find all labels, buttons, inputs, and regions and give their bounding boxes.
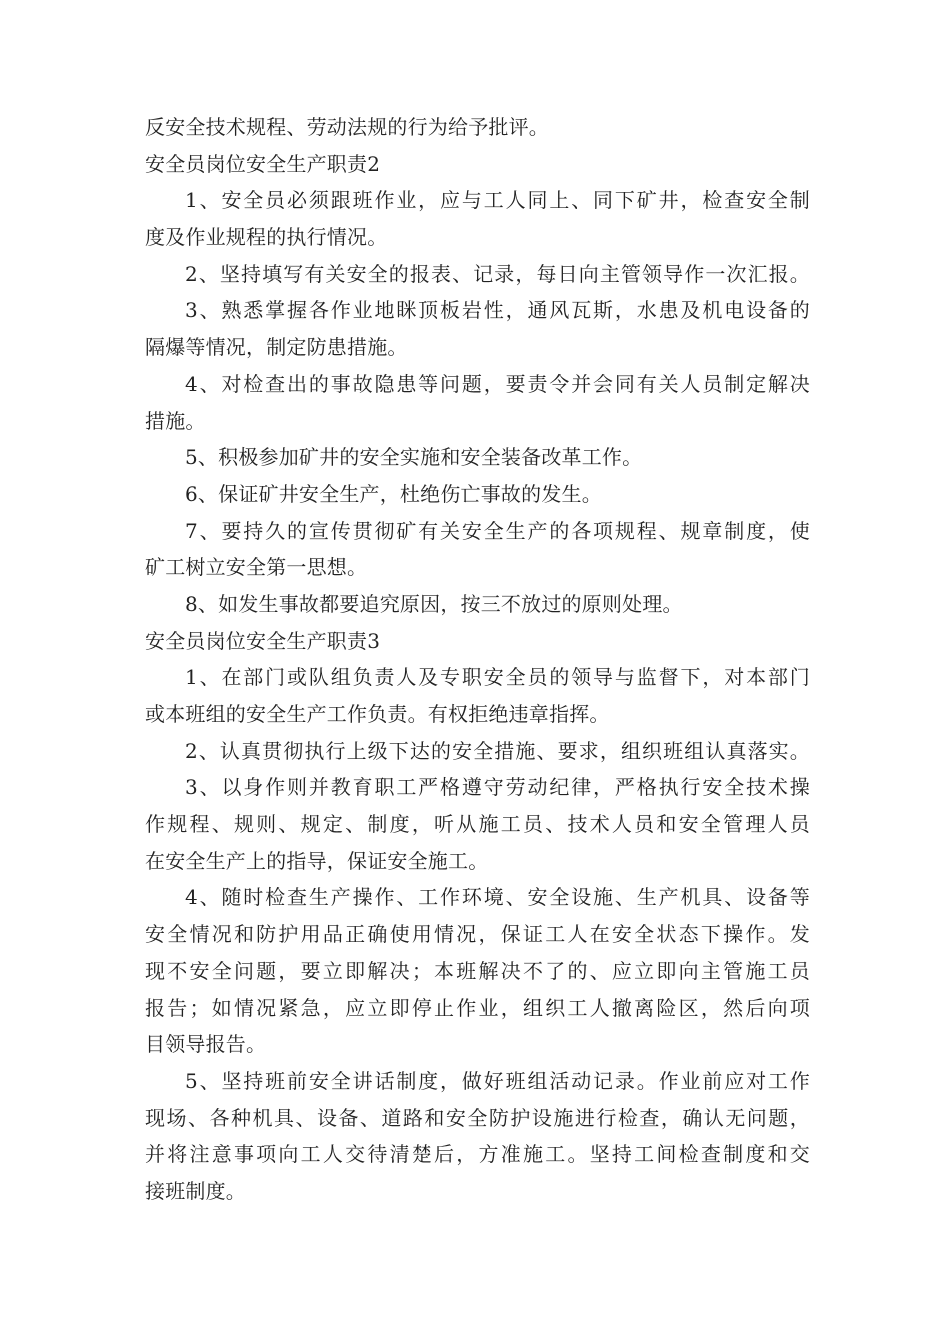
text-line: 5、积极参加矿井的安全实施和安全装备改革工作。 <box>185 445 643 470</box>
text-line: 1、安全员必须跟班作业，应与工人同上、同下矿井，检查安全制 <box>185 188 810 213</box>
text-line: 度及作业规程的执行情况。 <box>145 225 388 250</box>
text-line: 或本班组的安全生产工作负责。有权拒绝违章指挥。 <box>145 702 610 726</box>
text-line: 报告；如情况紧急，应立即停止作业，组织工人撤离险区，然后向项 <box>145 995 810 1020</box>
section-heading: 安全员岗位安全生产职责3 <box>145 628 381 653</box>
text-line: 目领导报告。 <box>145 1032 267 1057</box>
text-line: 5、坚持班前安全讲话制度，做好班组活动记录。作业前应对工作 <box>185 1068 810 1093</box>
text-line: 4、对检查出的事故隐患等问题，要责令并会同有关人员制定解决 <box>185 371 810 396</box>
text-line: 7、要持久的宣传贯彻矿有关安全生产的各项规程、规章制度，使 <box>185 518 810 543</box>
text-line: 3、以身作则并教育职工严格遵守劳动纪律，严格执行安全技术操 <box>185 775 810 800</box>
text-line: 2、认真贯彻执行上级下达的安全措施、要求，组织班组认真落实。 <box>185 738 810 763</box>
text-line: 2、坚持填写有关安全的报表、记录，每日向主管领导作一次汇报。 <box>185 261 810 286</box>
text-line: 措施。 <box>145 408 206 433</box>
text-line: 作规程、规则、规定、制度，听从施工员、技术人员和安全管理人员 <box>145 812 810 837</box>
document-body <box>145 109 810 1210</box>
text-line: 并将注意事项向工人交待清楚后，方准施工。坚持工间检查制度和交 <box>145 1142 810 1167</box>
text-line: 接班制度。 <box>145 1178 246 1203</box>
text-line: 矿工树立安全第一思想。 <box>145 555 368 580</box>
text-line: 1、在部门或队组负责人及专职安全员的领导与监督下，对本部门 <box>185 665 810 690</box>
text-line: 6、保证矿井安全生产，杜绝伤亡事故的发生。 <box>185 481 602 506</box>
text-line: 8、如发生事故都要追究原因，按三不放过的原则处理。 <box>185 591 683 616</box>
text-line: 反安全技术规程、劳动法规的行为给予批评。 <box>145 115 549 139</box>
text-line: 现不安全问题，要立即解决；本班解决不了的、应立即向主管施工员 <box>145 958 810 983</box>
text-line: 在安全生产上的指导，保证安全施工。 <box>145 848 489 873</box>
text-line: 安全情况和防护用品正确使用情况，保证工人在安全状态下操作。发 <box>145 922 810 947</box>
text-line: 4、随时检查生产操作、工作环境、安全设施、生产机具、设备等 <box>185 885 810 910</box>
section-heading: 安全员岗位安全生产职责2 <box>145 151 381 176</box>
text-line: 现场、各种机具、设备、道路和安全防护设施进行检查，确认无问题， <box>145 1105 810 1130</box>
text-line: 隔爆等情况，制定防患措施。 <box>145 335 408 360</box>
text-line: 3、熟悉掌握各作业地眯顶板岩性，通风瓦斯，水患及机电设备的 <box>185 298 810 323</box>
